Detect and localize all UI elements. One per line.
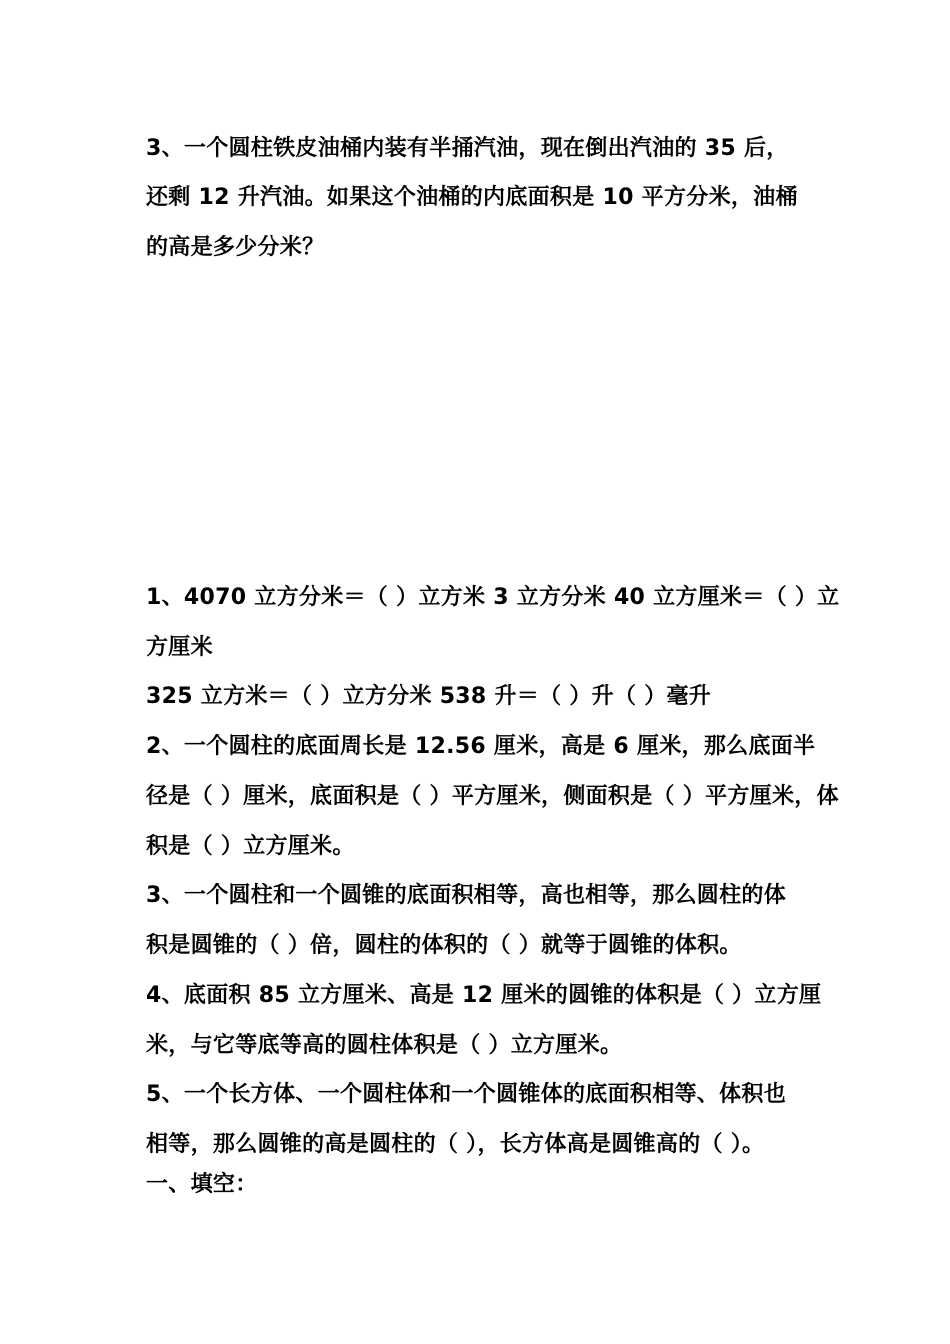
fill-blank-4-line-1: 4、底面积 85 立方厘米、高是 12 厘米的圆锥的体积是（ ）立方厘 bbox=[146, 983, 822, 1008]
section-heading: 一、填空： bbox=[146, 1172, 258, 1197]
fill-blank-3-line-1: 3、一个圆柱和一个圆锥的底面积相等，高也相等，那么圆柱的体 bbox=[146, 883, 787, 908]
fill-blank-2-line-2: 径是（ ）厘米，底面积是（ ）平方厘米，侧面积是（ ）平方厘米，体 bbox=[146, 784, 839, 809]
fill-blank-1-line-1: 1、4070 立方分米＝（ ）立方米 3 立方分米 40 立方厘米＝（ ）立 bbox=[146, 585, 840, 610]
fill-blank-2-line-1: 2、一个圆柱的底面周长是 12.56 厘米，高是 6 厘米，那么底面半 bbox=[146, 734, 816, 759]
fill-blank-1-line-2: 方厘米 bbox=[146, 635, 213, 660]
fill-blank-5-line-2: 相等，那么圆锥的高是圆柱的（ ），长方体高是圆锥高的（ ）。 bbox=[146, 1132, 765, 1157]
fill-blank-1-line-3: 325 立方米＝（ ）立方分米 538 升＝（ ）升（ ）毫升 bbox=[146, 684, 712, 709]
problem-3-line-3: 的高是多少分米？ bbox=[146, 235, 325, 260]
fill-blank-4-line-2: 米，与它等底等高的圆柱体积是（ ）立方厘米。 bbox=[146, 1033, 623, 1058]
problem-3-line-1: 3、一个圆柱铁皮油桶内装有半捅汽油，现在倒出汽油的 35 后， bbox=[146, 136, 789, 161]
fill-blank-2-line-3: 积是（ ）立方厘米。 bbox=[146, 834, 355, 859]
fill-blank-5-line-1: 5、一个长方体、一个圆柱体和一个圆锥体的底面积相等、体积也 bbox=[146, 1082, 787, 1107]
fill-blank-3-line-2: 积是圆锥的（ ）倍，圆柱的体积的（ ）就等于圆锥的体积。 bbox=[146, 933, 742, 958]
problem-3-line-2: 还剩 12 升汽油。如果这个油桶的内底面积是 10 平方分米，油桶 bbox=[146, 185, 798, 210]
